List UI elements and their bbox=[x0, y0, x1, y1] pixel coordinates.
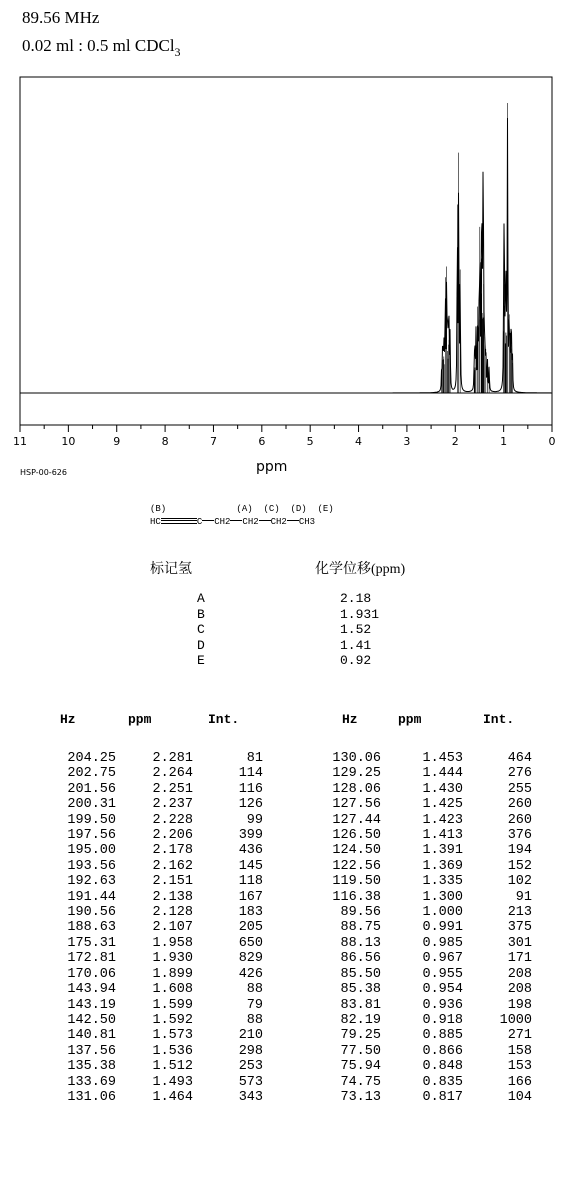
peak-ppm-value: 0.936 bbox=[422, 997, 463, 1013]
position-labels bbox=[150, 503, 334, 516]
assignment-label: C bbox=[197, 622, 205, 637]
peak-int-value: 194 bbox=[507, 843, 532, 859]
peak-hz-value: 89.56 bbox=[340, 905, 381, 921]
single-bond bbox=[259, 520, 271, 521]
solvent-subscript: 3 bbox=[174, 45, 181, 59]
peak-hz-value: 79.25 bbox=[340, 1028, 381, 1044]
peak-int-value: 183 bbox=[238, 905, 263, 921]
header-hz: Hz bbox=[342, 712, 358, 727]
peak-ppm-value: 2.264 bbox=[152, 766, 193, 782]
peak-ppm-value: 0.955 bbox=[422, 966, 463, 982]
x-axis-label: ppm bbox=[256, 459, 288, 475]
assignment-shift: 2.18 bbox=[340, 591, 372, 606]
peak-ppm-value: 1.444 bbox=[422, 766, 463, 782]
peak-ppm-value: 0.885 bbox=[422, 1028, 463, 1044]
spectrometer-frequency: 89.56 MHz bbox=[22, 8, 100, 27]
peak-int-value: 99 bbox=[246, 812, 263, 828]
peak-int-value: 205 bbox=[238, 920, 263, 936]
peak-int-value: 253 bbox=[238, 1059, 263, 1075]
peak-ppm-value: 2.228 bbox=[152, 812, 193, 828]
structure-formula bbox=[150, 503, 334, 529]
peak-hz-value: 88.75 bbox=[340, 920, 381, 936]
peak-hz-value: 133.69 bbox=[67, 1074, 116, 1090]
peak-ppm-value: 1.958 bbox=[152, 935, 193, 951]
label-a: (A) bbox=[236, 504, 253, 514]
peak-hz-value: 128.06 bbox=[332, 781, 381, 797]
peak-ppm-value: 0.918 bbox=[422, 1012, 463, 1028]
assignment-shift: 0.92 bbox=[340, 653, 372, 668]
peak-int-value: 104 bbox=[507, 1089, 532, 1105]
assignment-shift: 1.41 bbox=[340, 637, 372, 653]
assignment-shift: 1.52 bbox=[340, 622, 372, 637]
nmr-spectrum-chart bbox=[0, 0, 570, 460]
peak-hz-value: 199.50 bbox=[67, 812, 116, 828]
peak-int-value: 81 bbox=[246, 751, 263, 766]
peak-int-value: 573 bbox=[238, 1074, 263, 1090]
peak-int-value: 213 bbox=[507, 905, 532, 921]
peak-ppm-value: 1.425 bbox=[422, 797, 463, 813]
peak-int-value: 91 bbox=[515, 889, 532, 905]
peak-hz-value: 75.94 bbox=[340, 1059, 381, 1075]
peak-int-value: 343 bbox=[238, 1089, 263, 1105]
peak-column-ppm bbox=[390, 751, 463, 1105]
x-tick-label: 7 bbox=[209, 435, 217, 448]
peak-ppm-value: 1.899 bbox=[152, 966, 193, 982]
peak-int-value: 255 bbox=[507, 781, 532, 797]
single-bond bbox=[230, 520, 242, 521]
peak-ppm-value: 2.162 bbox=[152, 858, 193, 874]
peak-int-value: 276 bbox=[507, 766, 532, 782]
header-ppm: ppm bbox=[398, 712, 422, 727]
peak-ppm-value: 2.281 bbox=[152, 751, 193, 766]
peak-int-value: 298 bbox=[238, 1043, 263, 1059]
x-tick-label: 4 bbox=[355, 435, 363, 448]
peak-ppm-value: 0.848 bbox=[422, 1059, 463, 1075]
single-bond bbox=[202, 520, 214, 521]
peak-hz-value: 126.50 bbox=[332, 828, 381, 844]
peak-ppm-value: 1.391 bbox=[422, 843, 463, 859]
peak-hz-value: 122.56 bbox=[332, 858, 381, 874]
label-e: (E) bbox=[317, 504, 334, 514]
group-ch2-a: CH2 bbox=[214, 517, 231, 527]
peak-int-value: 116 bbox=[238, 781, 263, 797]
peak-hz-value: 85.50 bbox=[340, 966, 381, 982]
peak-hz-value: 135.38 bbox=[67, 1059, 116, 1075]
peak-hz-value: 143.19 bbox=[67, 997, 116, 1013]
group-c: C bbox=[196, 517, 203, 527]
spectrum-trace bbox=[21, 118, 551, 393]
peak-hz-value: 201.56 bbox=[67, 781, 116, 797]
peak-ppm-value: 2.178 bbox=[152, 843, 193, 859]
x-tick-label: 2 bbox=[451, 435, 459, 448]
peak-hz-value: 116.38 bbox=[332, 889, 381, 905]
assignment-label: B bbox=[197, 606, 205, 622]
peak-ppm-value: 2.251 bbox=[152, 781, 193, 797]
peak-int-value: 145 bbox=[238, 858, 263, 874]
plot-frame bbox=[20, 77, 552, 425]
peak-int-value: 166 bbox=[507, 1074, 532, 1090]
peak-hz-value: 140.81 bbox=[67, 1028, 116, 1044]
x-tick-label: 9 bbox=[113, 435, 121, 448]
x-tick-label: 10 bbox=[61, 435, 76, 448]
peak-int-value: 118 bbox=[238, 874, 263, 890]
peak-ppm-value: 1.464 bbox=[152, 1089, 193, 1105]
x-tick-label: 6 bbox=[258, 435, 266, 448]
peak-ppm-value: 0.967 bbox=[422, 951, 463, 967]
peak-int-value: 208 bbox=[507, 982, 532, 998]
peak-hz-value: 175.31 bbox=[67, 935, 116, 951]
assignment-shifts bbox=[340, 591, 379, 669]
peak-column-hz bbox=[40, 751, 116, 1105]
peak-ppm-value: 1.930 bbox=[152, 951, 193, 967]
peak-hz-value: 74.75 bbox=[340, 1074, 381, 1090]
x-tick-label: 11 bbox=[13, 435, 27, 448]
peak-int-value: 1000 bbox=[499, 1012, 532, 1028]
peak-ppm-value: 1.573 bbox=[152, 1028, 193, 1044]
peak-int-value: 153 bbox=[507, 1059, 532, 1075]
peak-int-value: 464 bbox=[507, 751, 532, 766]
peak-hz-value: 131.06 bbox=[67, 1089, 116, 1105]
peak-ppm-value: 1.453 bbox=[422, 751, 463, 766]
peak-hz-value: 86.56 bbox=[340, 951, 381, 967]
peak-hz-value: 202.75 bbox=[67, 766, 116, 782]
peak-ppm-value: 2.128 bbox=[152, 905, 193, 921]
header-int: Int. bbox=[483, 712, 515, 727]
peak-int-value: 436 bbox=[238, 843, 263, 859]
peak-ppm-value: 1.512 bbox=[152, 1059, 193, 1075]
assignment-header-label: 标记氢 bbox=[150, 562, 192, 577]
peak-ppm-value: 1.423 bbox=[422, 812, 463, 828]
peak-column-int bbox=[210, 751, 263, 1105]
peak-hz-value: 200.31 bbox=[67, 797, 116, 813]
peak-hz-value: 195.00 bbox=[67, 843, 116, 859]
peak-int-value: 88 bbox=[246, 982, 263, 998]
peak-column-hz bbox=[300, 751, 381, 1105]
peak-ppm-value: 1.413 bbox=[422, 828, 463, 844]
peak-int-value: 271 bbox=[507, 1028, 532, 1044]
peak-hz-value: 73.13 bbox=[340, 1089, 381, 1105]
triple-bond bbox=[161, 518, 197, 524]
x-tick-label: 8 bbox=[161, 435, 169, 448]
peak-hz-value: 190.56 bbox=[67, 905, 116, 921]
assignment-label: E bbox=[197, 653, 205, 668]
peak-ppm-value: 0.866 bbox=[422, 1043, 463, 1059]
x-tick-label: 3 bbox=[403, 435, 411, 448]
peak-int-value: 376 bbox=[507, 828, 532, 844]
single-bond bbox=[287, 520, 299, 521]
peak-int-value: 114 bbox=[238, 766, 263, 782]
peak-ppm-value: 1.300 bbox=[422, 889, 463, 905]
peak-int-value: 260 bbox=[507, 797, 532, 813]
group-ch2-d: CH2 bbox=[270, 517, 287, 527]
peak-int-value: 210 bbox=[238, 1028, 263, 1044]
peak-hz-value: 88.13 bbox=[340, 935, 381, 951]
group-hc: HC bbox=[150, 517, 161, 527]
x-tick-label: 0 bbox=[548, 435, 556, 448]
peak-hz-value: 137.56 bbox=[67, 1043, 116, 1059]
peak-int-value: 102 bbox=[507, 874, 532, 890]
peak-hz-value: 127.44 bbox=[332, 812, 381, 828]
label-d: (D) bbox=[290, 504, 307, 514]
peak-int-value: 171 bbox=[507, 951, 532, 967]
peak-int-value: 88 bbox=[246, 1012, 263, 1028]
peak-hz-value: 191.44 bbox=[67, 889, 116, 905]
peak-hz-value: 204.25 bbox=[67, 751, 116, 766]
peak-ppm-value: 2.206 bbox=[152, 828, 193, 844]
peak-hz-value: 172.81 bbox=[67, 951, 116, 967]
peak-ppm-value: 1.335 bbox=[422, 874, 463, 890]
formula-line bbox=[150, 516, 334, 529]
peak-int-value: 426 bbox=[238, 966, 263, 982]
peak-hz-value: 193.56 bbox=[67, 858, 116, 874]
assignment-header-shift: 化学位移(ppm) bbox=[315, 562, 406, 577]
header-hz: Hz bbox=[60, 712, 76, 727]
peak-ppm-value: 1.599 bbox=[152, 997, 193, 1013]
peak-hz-value: 119.50 bbox=[332, 874, 381, 890]
peak-hz-value: 170.06 bbox=[67, 966, 116, 982]
peak-hz-value: 143.94 bbox=[67, 982, 116, 998]
peak-ppm-value: 1.592 bbox=[152, 1012, 193, 1028]
peak-ppm-value: 2.151 bbox=[152, 874, 193, 890]
peak-int-value: 399 bbox=[238, 828, 263, 844]
assignment-label: D bbox=[197, 637, 205, 653]
header-ppm: ppm bbox=[128, 712, 152, 727]
label-b: (B) bbox=[150, 504, 167, 514]
peak-int-value: 301 bbox=[507, 935, 532, 951]
peak-hz-value: 129.25 bbox=[332, 766, 381, 782]
peak-ppm-value: 0.835 bbox=[422, 1074, 463, 1090]
x-tick-label: 1 bbox=[500, 435, 508, 448]
peak-hz-value: 142.50 bbox=[67, 1012, 116, 1028]
peak-hz-value: 124.50 bbox=[332, 843, 381, 859]
group-ch2-c: CH2 bbox=[242, 517, 259, 527]
label-c: (C) bbox=[263, 504, 280, 514]
peak-int-value: 79 bbox=[246, 997, 263, 1013]
peak-hz-value: 127.56 bbox=[332, 797, 381, 813]
peak-ppm-value: 2.107 bbox=[152, 920, 193, 936]
peak-ppm-value: 1.430 bbox=[422, 781, 463, 797]
peak-hz-value: 85.38 bbox=[340, 982, 381, 998]
peak-int-value: 158 bbox=[507, 1043, 532, 1059]
assignment-shift: 1.931 bbox=[340, 606, 380, 622]
peak-column-int bbox=[470, 751, 532, 1105]
peak-ppm-value: 0.954 bbox=[422, 982, 463, 998]
peak-hz-value: 188.63 bbox=[67, 920, 116, 936]
peak-hz-value: 83.81 bbox=[340, 997, 381, 1013]
peak-ppm-value: 2.237 bbox=[152, 797, 193, 813]
peak-hz-value: 82.19 bbox=[340, 1012, 381, 1028]
peak-hz-value: 192.63 bbox=[67, 874, 116, 890]
spectrum-code: HSP-00-626 bbox=[20, 468, 67, 477]
header-int: Int. bbox=[208, 712, 240, 727]
peak-int-value: 126 bbox=[238, 797, 263, 813]
assignment-labels bbox=[197, 591, 205, 669]
peak-ppm-value: 1.493 bbox=[152, 1074, 193, 1090]
peak-int-value: 375 bbox=[507, 920, 532, 936]
peak-hz-value: 197.56 bbox=[67, 828, 116, 844]
solvent-text: 0.02 ml : 0.5 ml CDCl bbox=[22, 36, 175, 55]
peak-int-value: 829 bbox=[238, 951, 263, 967]
peak-int-value: 208 bbox=[507, 966, 532, 982]
assignment-label: A bbox=[197, 591, 205, 606]
peak-ppm-value: 0.985 bbox=[422, 935, 463, 951]
peak-int-value: 260 bbox=[507, 812, 532, 828]
peak-hz-value: 130.06 bbox=[332, 751, 381, 766]
peak-ppm-value: 0.817 bbox=[422, 1089, 463, 1105]
peak-ppm-value: 1.608 bbox=[152, 982, 193, 998]
peak-ppm-value: 2.138 bbox=[152, 889, 193, 905]
peak-int-value: 167 bbox=[238, 889, 263, 905]
peak-ppm-value: 1.000 bbox=[422, 905, 463, 921]
peak-int-value: 152 bbox=[507, 858, 532, 874]
group-ch3: CH3 bbox=[298, 517, 316, 527]
x-axis bbox=[13, 425, 556, 448]
peak-int-value: 198 bbox=[507, 997, 532, 1013]
peak-ppm-value: 1.536 bbox=[152, 1043, 193, 1059]
peak-ppm-value: 0.991 bbox=[422, 920, 463, 936]
x-tick-label: 5 bbox=[306, 435, 314, 448]
peak-int-value: 650 bbox=[238, 935, 263, 951]
peak-hz-value: 77.50 bbox=[340, 1043, 381, 1059]
peak-column-ppm bbox=[120, 751, 193, 1105]
peak-ppm-value: 1.369 bbox=[422, 858, 463, 874]
